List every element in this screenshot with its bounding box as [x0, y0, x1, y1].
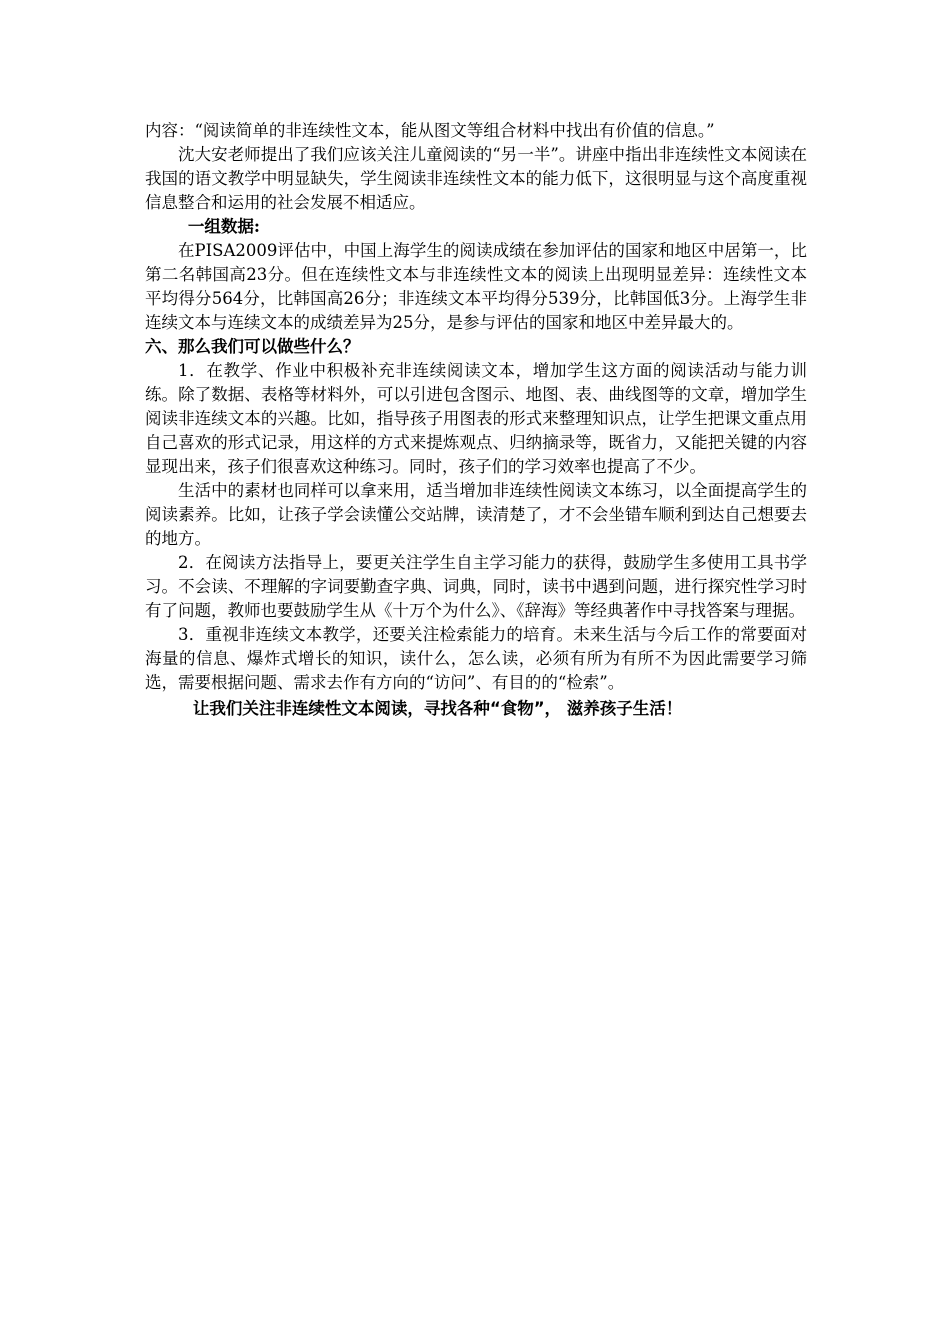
- paragraph-content-standard: 内容：“阅读简单的非连续性文本，能从图文等组合材料中找出有价值的信息。”: [145, 121, 715, 140]
- paragraph-daily-materials: 生活中的素材也同样可以拿来用，适当增加非连续性阅读文本练习，以全面提高学生的阅读素养。比如，让孩子学会读懂公交站牌，读清楚了，才不会坐错车顺利到达自己想要去的地方。: [145, 481, 807, 548]
- closing-statement: 让我们关注非连续性文本阅读，寻找各种“食物”， 滋养孩子生活！: [192, 699, 683, 718]
- paragraph-point-two: 2．在阅读方法指导上，要更关注学生自主学习能力的获得，鼓励学生多使用工具书学习。不会读、不理解的字词要勤查字典、词典，同时，读书中遇到问题，进行探究性学习时有了问题，教师也要鼓励学生从《十万个为什么》、《辞海》等经典著作中寻找答案与理据。: [145, 553, 807, 620]
- section-heading-six: 六、那么我们可以做些什么？: [145, 337, 360, 356]
- paragraph-pisa-data: 在PISA2009评估中，中国上海学生的阅读成绩在参加评估的国家和地区中居第一，比第二名韩国高23分。但在连续性文本与非连续性文本的阅读上出现明显差异：连续性文本平均得分564分，比韩国高26分；非连续文本平均得分539分，比韩国低3分。上海学生非连续文本与连续文本的成绩差异为25分，是参与评估的国家和地区中差异最大的。: [145, 241, 807, 332]
- document-body: [145, 119, 807, 721]
- paragraph-point-one: 1．在教学、作业中积极补充非连续阅读文本，增加学生这方面的阅读活动与能力训练。除了数据、表格等材料外，可以引进包含图示、地图、表、曲线图等的文章，增加学生阅读非连续文本的兴趣。比如，指导孩子用图表的形式来整理知识点，让学生把课文重点用自己喜欢的形式记录，用这样的方式来提炼观点、归纳摘录等，既省力，又能把关键的内容显现出来，孩子们很喜欢这种练习。同时，孩子们的学习效率也提高了不少。: [145, 361, 807, 476]
- paragraph-point-three: 3．重视非连续文本教学，还要关注检索能力的培育。未来生活与今后工作的常要面对海量的信息、爆炸式增长的知识，读什么，怎么读，必须有所为有所不为因此需要学习筛选，需要根据问题、需求去作有方向的“访问”、有目的的“检索”。: [145, 625, 807, 692]
- subheading-data-set: 一组数据:: [187, 217, 260, 236]
- paragraph-shen-daan: 沈大安老师提出了我们应该关注儿童阅读的“另一半”。讲座中指出非连续性文本阅读在我国的语文教学中明显缺失，学生阅读非连续性文本的能力低下，这很明显与这个高度重视信息整合和运用的社会发展不相适应。: [145, 145, 807, 212]
